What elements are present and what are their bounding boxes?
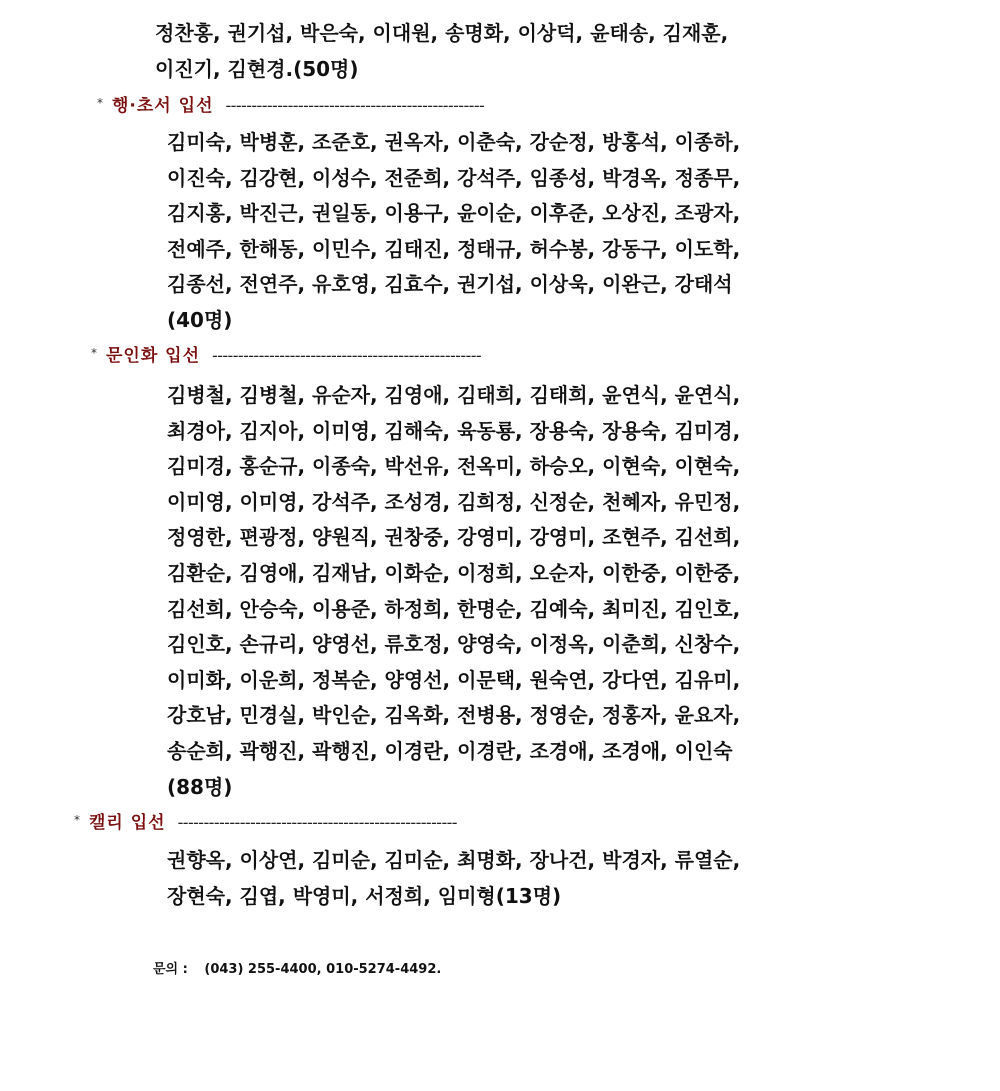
section-title: 문인화 입선 bbox=[106, 346, 201, 366]
section-heading-muninhwa bbox=[91, 344, 481, 368]
contact-numbers: (043) 255-4400, 010-5274-4492. bbox=[204, 962, 442, 977]
name-list-haengchoseo: 김미숙, 박병훈, 조준호, 권옥자, 이춘숙, 강순정, 방홍석, 이종하, 이진숙, 김강현, 이성수, 전준희, 강석주, 임종성, 박경옥, 정종무, 김지홍, 박진근, 권일동, 이용구, 윤이순, 이후준, 오상진, 조광자, 전예주, 한해동, 이민수, 김태진, 정태규, 허수봉, 강동구, 이도학, 김종선, 전연주, 유호영, 김효수, 권기섭, 이상욱, 이완근, 강태석 (40명) bbox=[167, 130, 741, 332]
intro-name-list: 정찬홍, 권기섭, 박은숙, 이대원, 송명화, 이상덕, 윤태송, 김재훈, 이진기, 김현경.(50명) bbox=[155, 21, 729, 81]
dash-separator: ---------------------------------------------------- bbox=[212, 346, 482, 365]
dash-separator: ------------------------------------------------------ bbox=[177, 813, 457, 832]
section-title: 행·초서 입선 bbox=[112, 96, 214, 116]
bullet-marker: * bbox=[74, 813, 80, 827]
contact-label: 문의 : bbox=[153, 962, 188, 977]
bullet-marker: * bbox=[91, 346, 97, 360]
section-title: 캘리 입선 bbox=[89, 813, 166, 833]
dash-separator: -------------------------------------------------- bbox=[225, 96, 485, 115]
name-list-muninhwa: 김병철, 김병철, 유순자, 김영애, 김태희, 김태희, 윤연식, 윤연식, 최경아, 김지아, 이미영, 김해숙, 육동룡, 장용숙, 장용숙, 김미경, 김미경, 홍순규, 이종숙, 박선유, 전옥미, 하승오, 이현숙, 이현숙, 이미영, 이미영, 강석주, 조성경, 김희정, 신정순, 천혜자, 유민정, 정영한, 편광정, 양원직, 권창중, 강영미, 강영미, 조현주, 김선희, 김환순, 김영애, 김재남, 이화순, 이정희, 오순자, 이한중, 이한중, 김선희, 안승숙, 이용준, 하정희, 한명순, 김예숙, 최미진, 김인호, 김인호, 손규리, 양영선, 류호정, 양영숙, 이정옥, 이춘희, 신창수, 이미화, 이운희, 정복순, 양영선, 이문택, 원숙연, 강다연, 김유미, 강호남, 민경실, 박인순, 김옥화, 전병용, 정영순, 정홍자, 윤요자, 송순희, 곽행진, 곽행진, 이경란, 이경란, 조경애, 조경애, 이인숙 (88명) bbox=[167, 383, 741, 799]
section-heading-haengchoseo bbox=[97, 94, 484, 118]
name-list-calli: 권향옥, 이상연, 김미순, 김미순, 최명화, 장나건, 박경자, 류열순, 장현숙, 김엽, 박영미, 서정희, 임미형(13명) bbox=[167, 848, 741, 908]
bullet-marker: * bbox=[97, 96, 103, 110]
contact-info bbox=[153, 958, 441, 977]
section-heading-calli bbox=[74, 811, 457, 835]
